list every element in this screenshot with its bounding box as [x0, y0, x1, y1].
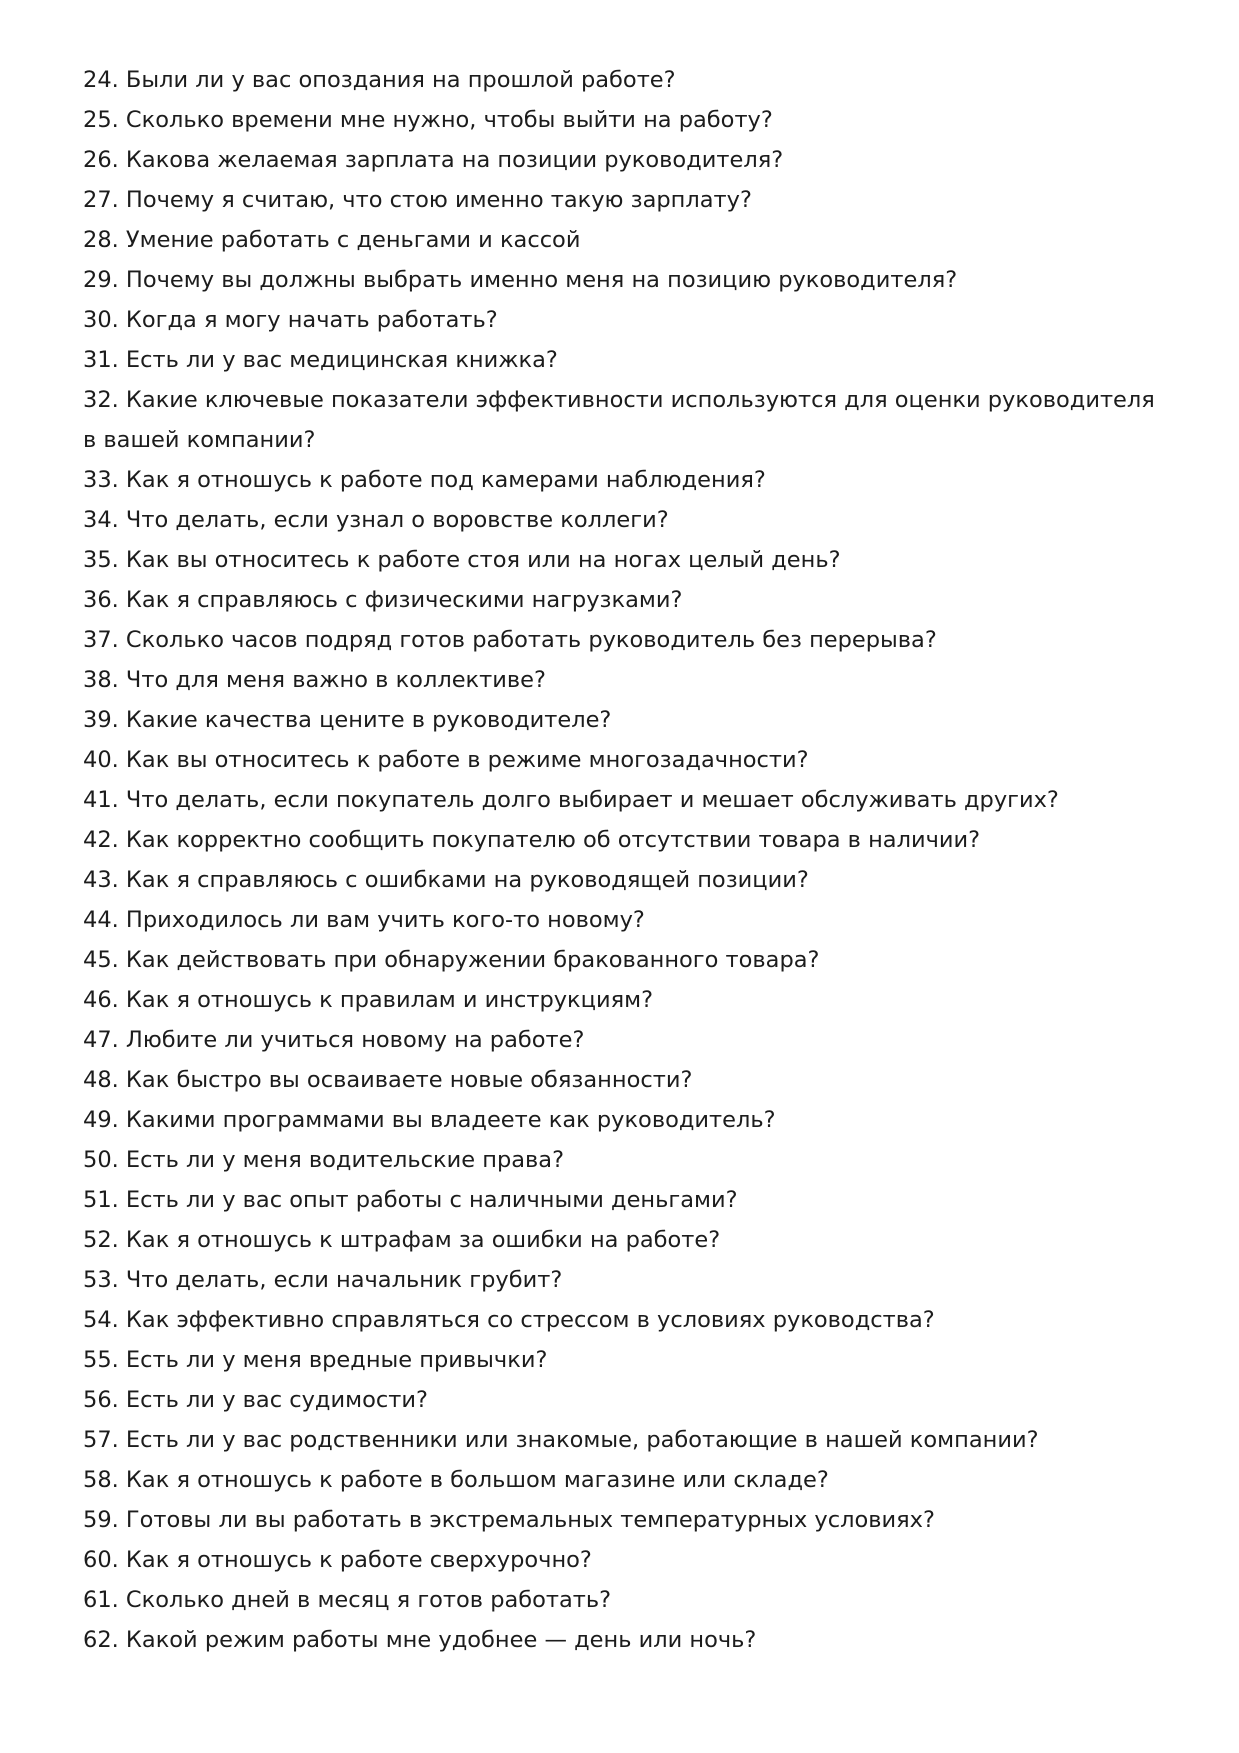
question-item: 28. Умение работать с деньгами и кассой [83, 227, 581, 253]
question-item: 40. Как вы относитесь к работе в режиме многозадачности? [83, 747, 809, 773]
question-item: 59. Готовы ли вы работать в экстремальных температурных условиях? [83, 1507, 935, 1533]
question-item: 39. Какие качества цените в руководителе? [83, 707, 612, 733]
question-item: 44. Приходилось ли вам учить кого-то новому? [83, 907, 645, 933]
question-item: 29. Почему вы должны выбрать именно меня на позицию руководителя? [83, 267, 958, 293]
question-item: 58. Как я отношусь к работе в большом магазине или складе? [83, 1467, 829, 1493]
question-item: 38. Что для меня важно в коллективе? [83, 667, 546, 693]
question-item: 48. Как быстро вы осваиваете новые обязанности? [83, 1067, 693, 1093]
question-item: 47. Любите ли учиться новому на работе? [83, 1027, 585, 1053]
question-item: 53. Что делать, если начальник грубит? [83, 1267, 563, 1293]
question-item: 51. Есть ли у вас опыт работы с наличными деньгами? [83, 1187, 738, 1213]
question-item: 27. Почему я считаю, что стою именно такую зарплату? [83, 187, 752, 213]
question-item: 32. Какие ключевые показатели эффективности используются для оценки руководителя в вашей компании? [83, 387, 1155, 453]
question-item: 36. Как я справляюсь с физическими нагрузками? [83, 587, 683, 613]
question-item: 24. Были ли у вас опоздания на прошлой работе? [83, 67, 676, 93]
question-item: 41. Что делать, если покупатель долго выбирает и мешает обслуживать других? [83, 787, 1059, 813]
question-item: 30. Когда я могу начать работать? [83, 307, 498, 333]
question-item: 34. Что делать, если узнал о воровстве коллеги? [83, 507, 669, 533]
question-item: 61. Сколько дней в месяц я готов работать? [83, 1587, 612, 1613]
question-item: 57. Есть ли у вас родственники или знакомые, работающие в нашей компании? [83, 1427, 1039, 1453]
question-item: 37. Сколько часов подряд готов работать руководитель без перерыва? [83, 627, 937, 653]
question-item: 60. Как я отношусь к работе сверхурочно? [83, 1547, 592, 1573]
question-item: 49. Какими программами вы владеете как руководитель? [83, 1107, 776, 1133]
question-item: 31. Есть ли у вас медицинская книжка? [83, 347, 558, 373]
question-item: 46. Как я отношусь к правилам и инструкциям? [83, 987, 654, 1013]
question-item: 56. Есть ли у вас судимости? [83, 1387, 428, 1413]
question-item: 33. Как я отношусь к работе под камерами наблюдения? [83, 467, 766, 493]
question-item: 43. Как я справляюсь с ошибками на руководящей позиции? [83, 867, 809, 893]
question-item: 50. Есть ли у меня водительские права? [83, 1147, 565, 1173]
question-item: 25. Сколько времени мне нужно, чтобы выйти на работу? [83, 107, 773, 133]
question-list [83, 60, 1163, 1660]
question-item: 52. Как я отношусь к штрафам за ошибки на работе? [83, 1227, 721, 1253]
question-item: 55. Есть ли у меня вредные привычки? [83, 1347, 548, 1373]
question-item: 42. Как корректно сообщить покупателю об отсутствии товара в наличии? [83, 827, 981, 853]
question-item: 54. Как эффективно справляться со стрессом в условиях руководства? [83, 1307, 935, 1333]
question-item: 35. Как вы относитесь к работе стоя или на ногах целый день? [83, 547, 841, 573]
question-item: 26. Какова желаемая зарплата на позиции руководителя? [83, 147, 784, 173]
question-item: 62. Какой режим работы мне удобнее — день или ночь? [83, 1627, 757, 1653]
question-item: 45. Как действовать при обнаружении бракованного товара? [83, 947, 820, 973]
